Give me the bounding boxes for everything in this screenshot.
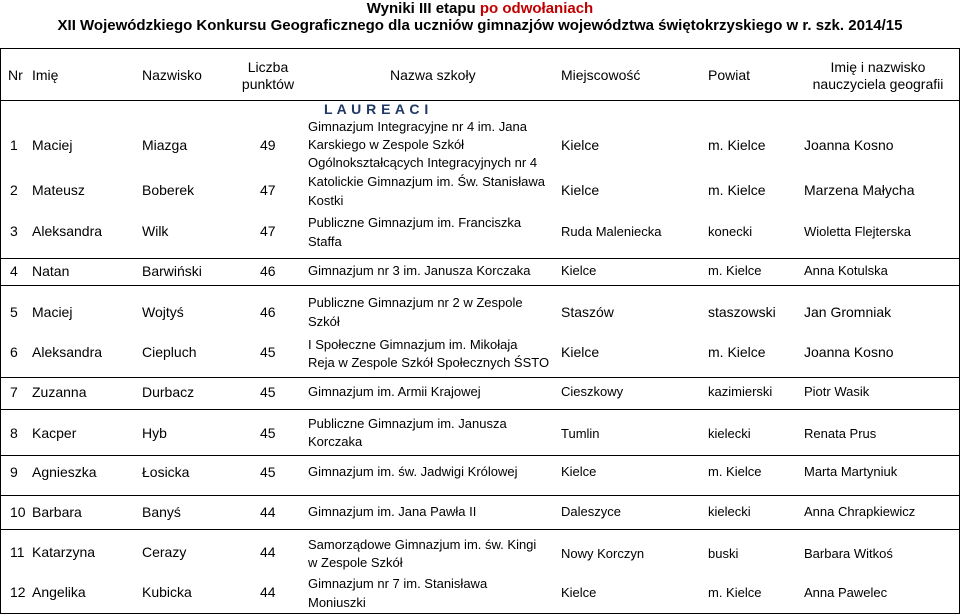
cell-miejscowosc: Kielce [561,464,597,479]
cell-punkty: 47 [260,223,276,239]
group-divider [0,495,960,496]
cell-nazwisko: Cerazy [142,544,187,560]
cell-szkola: Moniuszki [308,595,366,610]
page-subtitle: XII Wojewódzkiego Konkursu Geograficznego dla uczniów gimnazjów województwa świętokrzyskiego w r. szk. 2014/15 [57,17,903,34]
cell-punkty: 49 [260,137,276,153]
cell-punkty: 47 [260,182,276,198]
cell-imie: Zuzanna [32,384,87,400]
cell-punkty: 46 [260,263,276,279]
cell-nr: 8 [10,425,18,441]
cell-szkola: Gimnazjum nr 3 im. Janusza Korczaka [308,263,531,278]
col-header-nauczyciel-2: nauczyciela geografii [812,76,944,92]
cell-nauczyciel: Renata Prus [804,426,877,441]
laureaci-label: L A U R E A C I [324,101,429,117]
cell-nazwisko: Banyś [142,504,181,520]
cell-punkty: 46 [260,304,276,320]
cell-nazwisko: Miazga [142,137,188,153]
cell-nazwisko: Kubicka [142,584,192,600]
cell-imie: Agnieszka [32,464,97,480]
cell-punkty: 45 [260,425,276,441]
cell-nr: 9 [10,464,18,480]
cell-nr: 4 [10,263,18,279]
table-border-bottom [0,613,960,614]
cell-imie: Natan [32,263,70,279]
cell-miejscowosc: Ruda Maleniecka [561,224,662,239]
cell-imie: Katarzyna [32,544,96,560]
cell-szkola: Kostki [308,193,344,208]
cell-nazwisko: Boberek [142,182,195,198]
cell-nauczyciel: Anna Chrapkiewicz [804,504,916,519]
cell-szkola: Katolickie Gimnazjum im. Św. Stanisława [308,174,545,189]
cell-miejscowosc: Cieszkowy [561,384,624,399]
cell-powiat: staszowski [708,304,776,320]
cell-powiat: m. Kielce [708,344,766,360]
col-header-punktow: punktów [241,76,295,92]
cell-nazwisko: Hyb [142,425,167,441]
cell-szkola: Reja w Zespole Szkół Społecznych ŚSTO [308,355,550,370]
cell-nr: 5 [10,304,18,320]
table-border-top [0,48,960,49]
cell-punkty: 44 [260,584,276,600]
col-header-powiat: Powiat [708,67,751,83]
cell-szkola: Szkół [308,314,340,329]
cell-powiat: m. Kielce [708,137,766,153]
cell-nazwisko: Wojtyś [142,304,184,320]
group-divider [0,258,960,259]
cell-miejscowosc: Kielce [561,182,600,198]
col-header-miejscowosc: Miejscowość [561,67,641,83]
cell-nr: 1 [10,137,18,153]
cell-miejscowosc: Kielce [561,344,600,360]
col-header-nazwisko: Nazwisko [142,67,202,83]
cell-nr: 2 [10,182,18,198]
cell-nauczyciel: Wioletta Flejterska [804,224,911,239]
cell-szkola: Publiczne Gimnazjum im. Franciszka [308,215,522,230]
cell-szkola: I Społeczne Gimnazjum im. Mikołaja [308,337,518,352]
cell-nauczyciel: Anna Pawelec [804,585,888,600]
col-header-imie: Imię [32,67,59,83]
col-header-szkola: Nazwa szkoły [390,67,476,83]
cell-nr: 3 [10,223,18,239]
cell-imie: Aleksandra [32,223,103,239]
cell-punkty: 45 [260,344,276,360]
cell-szkola: Korczaka [308,434,363,449]
cell-punkty: 44 [260,544,276,560]
cell-imie: Barbara [32,504,82,520]
table-border-left [0,48,1,614]
cell-miejscowosc: Kielce [561,263,597,278]
cell-nr: 11 [10,544,25,560]
cell-nauczyciel: Marzena Małycha [804,182,915,198]
cell-powiat: kielecki [708,504,751,519]
cell-nazwisko: Ciepluch [142,344,197,360]
cell-nr: 6 [10,344,18,360]
cell-nauczyciel: Piotr Wasik [804,384,870,399]
cell-nazwisko: Łosicka [142,464,190,480]
cell-imie: Aleksandra [32,344,103,360]
group-divider [0,285,960,286]
group-divider [0,377,960,378]
cell-szkola: Publiczne Gimnazjum im. Janusza [308,416,507,431]
cell-powiat: kielecki [708,426,751,441]
cell-szkola: Samorządowe Gimnazjum im. św. Kingi [308,537,537,552]
cell-punkty: 45 [260,464,276,480]
cell-powiat: m. Kielce [708,263,762,278]
title-highlight: po odwołaniach [479,0,594,17]
cell-imie: Mateusz [32,182,85,198]
cell-szkola: Staffa [308,234,342,249]
cell-szkola: Publiczne Gimnazjum nr 2 w Zespole [308,295,523,310]
cell-miejscowosc: Nowy Korczyn [561,546,645,561]
cell-szkola: Gimnazjum im. Jana Pawła II [308,504,477,519]
cell-szkola: Gimnazjum nr 7 im. Stanisława [308,576,488,591]
cell-szkola: Gimnazjum im. św. Jadwigi Królowej [308,464,518,479]
cell-nr: 12 [10,584,26,600]
cell-powiat: buski [708,546,739,561]
cell-nauczyciel: Barbara Witkoś [804,546,893,561]
cell-nauczyciel: Joanna Kosno [804,344,894,360]
cell-nazwisko: Barwiński [142,263,202,279]
col-header-liczba: Liczba [247,59,289,75]
cell-powiat: m. Kielce [708,585,762,600]
cell-nauczyciel: Anna Kotulska [804,263,888,278]
cell-szkola: Ogólnokształcących Integracyjnych nr 4 [308,155,538,170]
cell-nazwisko: Wilk [142,223,169,239]
cell-nr: 7 [10,384,18,400]
cell-nauczyciel: Jan Gromniak [804,304,892,320]
group-divider [0,409,960,410]
cell-szkola: Gimnazjum im. Armii Krajowej [308,384,481,399]
cell-miejscowosc: Kielce [561,585,597,600]
header-divider [0,100,960,101]
cell-punkty: 44 [260,504,276,520]
cell-imie: Angelika [32,584,86,600]
cell-imie: Maciej [32,304,73,320]
cell-punkty: 45 [260,384,276,400]
cell-miejscowosc: Daleszyce [561,504,621,519]
cell-imie: Kacper [32,425,77,441]
cell-miejscowosc: Tumlin [561,426,600,441]
cell-imie: Maciej [32,137,73,153]
cell-miejscowosc: Kielce [561,137,600,153]
col-header-nr: Nr [8,67,23,83]
cell-nauczyciel: Joanna Kosno [804,137,894,153]
cell-nazwisko: Durbacz [142,384,195,400]
cell-szkola: w Zespole Szkół [308,555,403,570]
cell-powiat: m. Kielce [708,464,762,479]
cell-szkola: Gimnazjum Integracyjne nr 4 im. Jana [308,119,527,134]
col-header-nauczyciel: Imię i nazwisko [830,59,926,75]
cell-powiat: m. Kielce [708,182,766,198]
cell-szkola: Karskiego w Zespole Szkół [308,137,465,152]
cell-nr: 10 [10,504,26,520]
page-title: Wyniki III etapu po odwołaniach [366,0,594,17]
cell-nauczyciel: Marta Martyniuk [804,464,898,479]
group-divider [0,455,960,456]
cell-miejscowosc: Staszów [561,304,614,320]
cell-powiat: kazimierski [708,384,773,399]
cell-powiat: konecki [708,224,753,239]
group-divider [0,529,960,530]
